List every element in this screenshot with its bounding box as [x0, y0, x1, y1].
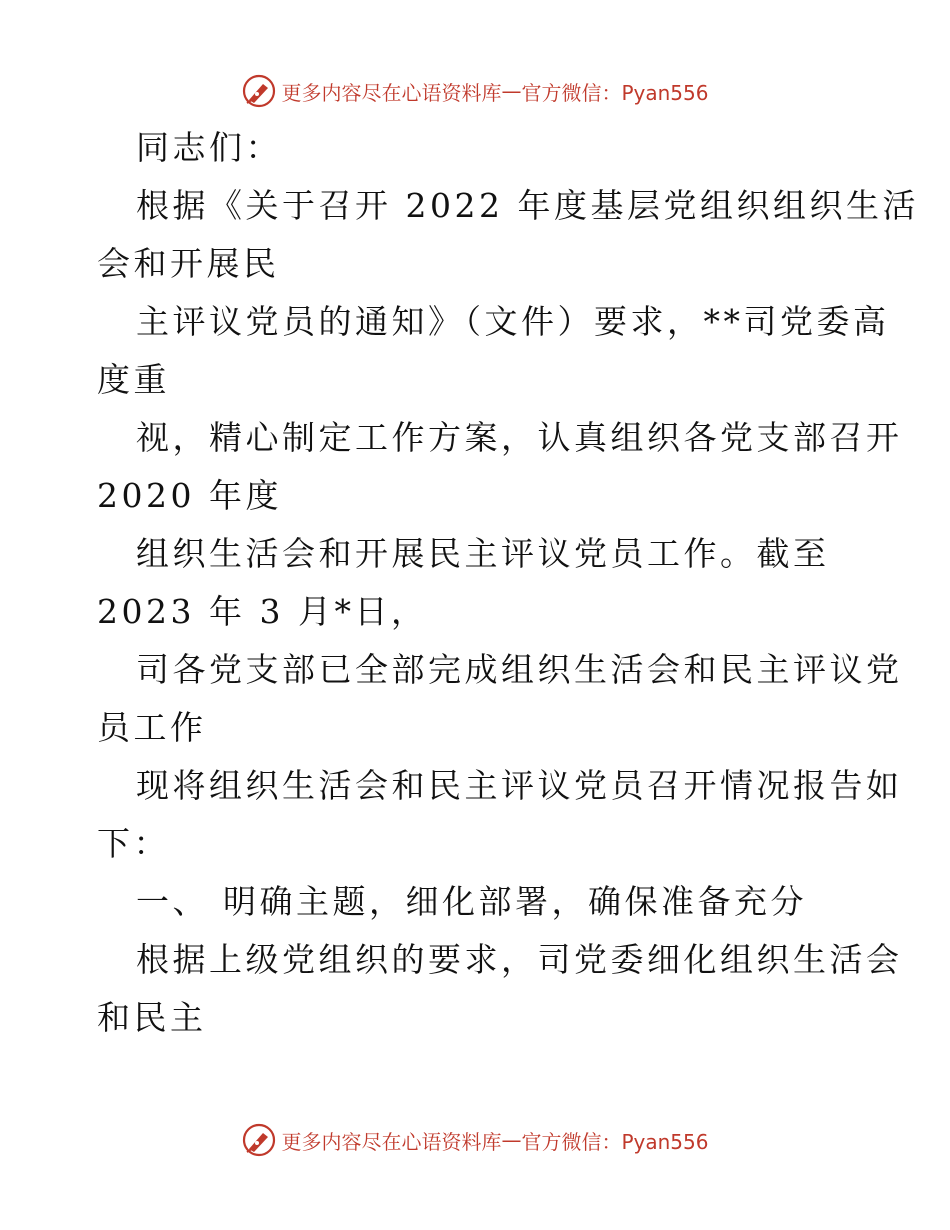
paragraph-line: 员工作 — [97, 708, 207, 747]
salutation: 同志们： — [136, 128, 282, 167]
paragraph-line: 视，精心制定工作方案，认真组织各党支部召开 — [136, 418, 903, 457]
paragraph-line: 根据上级党组织的要求，司党委细化组织生活会 — [136, 940, 903, 979]
paragraph-line: 主评议党员的通知》（文件）要求，**司党委高 — [136, 302, 890, 341]
footer-watermark — [0, 1120, 950, 1160]
paragraph-line: 根据《关于召开 2022 年度基层党组织组织生活 — [136, 186, 919, 225]
paragraph-line: 2020 年度 — [97, 476, 282, 515]
paragraph-line: 度重 — [97, 360, 170, 399]
paragraph-line: 组织生活会和开展民主评议党员工作。截至 — [136, 534, 830, 573]
paragraph-line: 司各党支部已全部完成组织生活会和民主评议党 — [136, 650, 903, 689]
section-heading: 一、 明确主题，细化部署，确保准备充分 — [136, 882, 807, 921]
watermark-dash: — — [501, 1128, 522, 1152]
watermark-text: 更多内容尽在心语资料库 — [281, 1129, 502, 1154]
watermark-contact: 官方微信：Pyan556 — [521, 80, 709, 105]
watermark-dash: — — [501, 79, 522, 103]
pen-nib-logo-icon — [241, 1122, 277, 1158]
paragraph-line: 下： — [97, 824, 170, 863]
paragraph-line: 和民主 — [97, 998, 207, 1037]
paragraph-line: 现将组织生活会和民主评议党员召开情况报告如 — [136, 766, 903, 805]
watermark-contact: 官方微信：Pyan556 — [521, 1129, 709, 1154]
watermark-text: 更多内容尽在心语资料库 — [281, 80, 502, 105]
paragraph-line: 会和开展民 — [97, 244, 280, 283]
paragraph-line: 2023 年 3 月*日， — [97, 592, 428, 631]
